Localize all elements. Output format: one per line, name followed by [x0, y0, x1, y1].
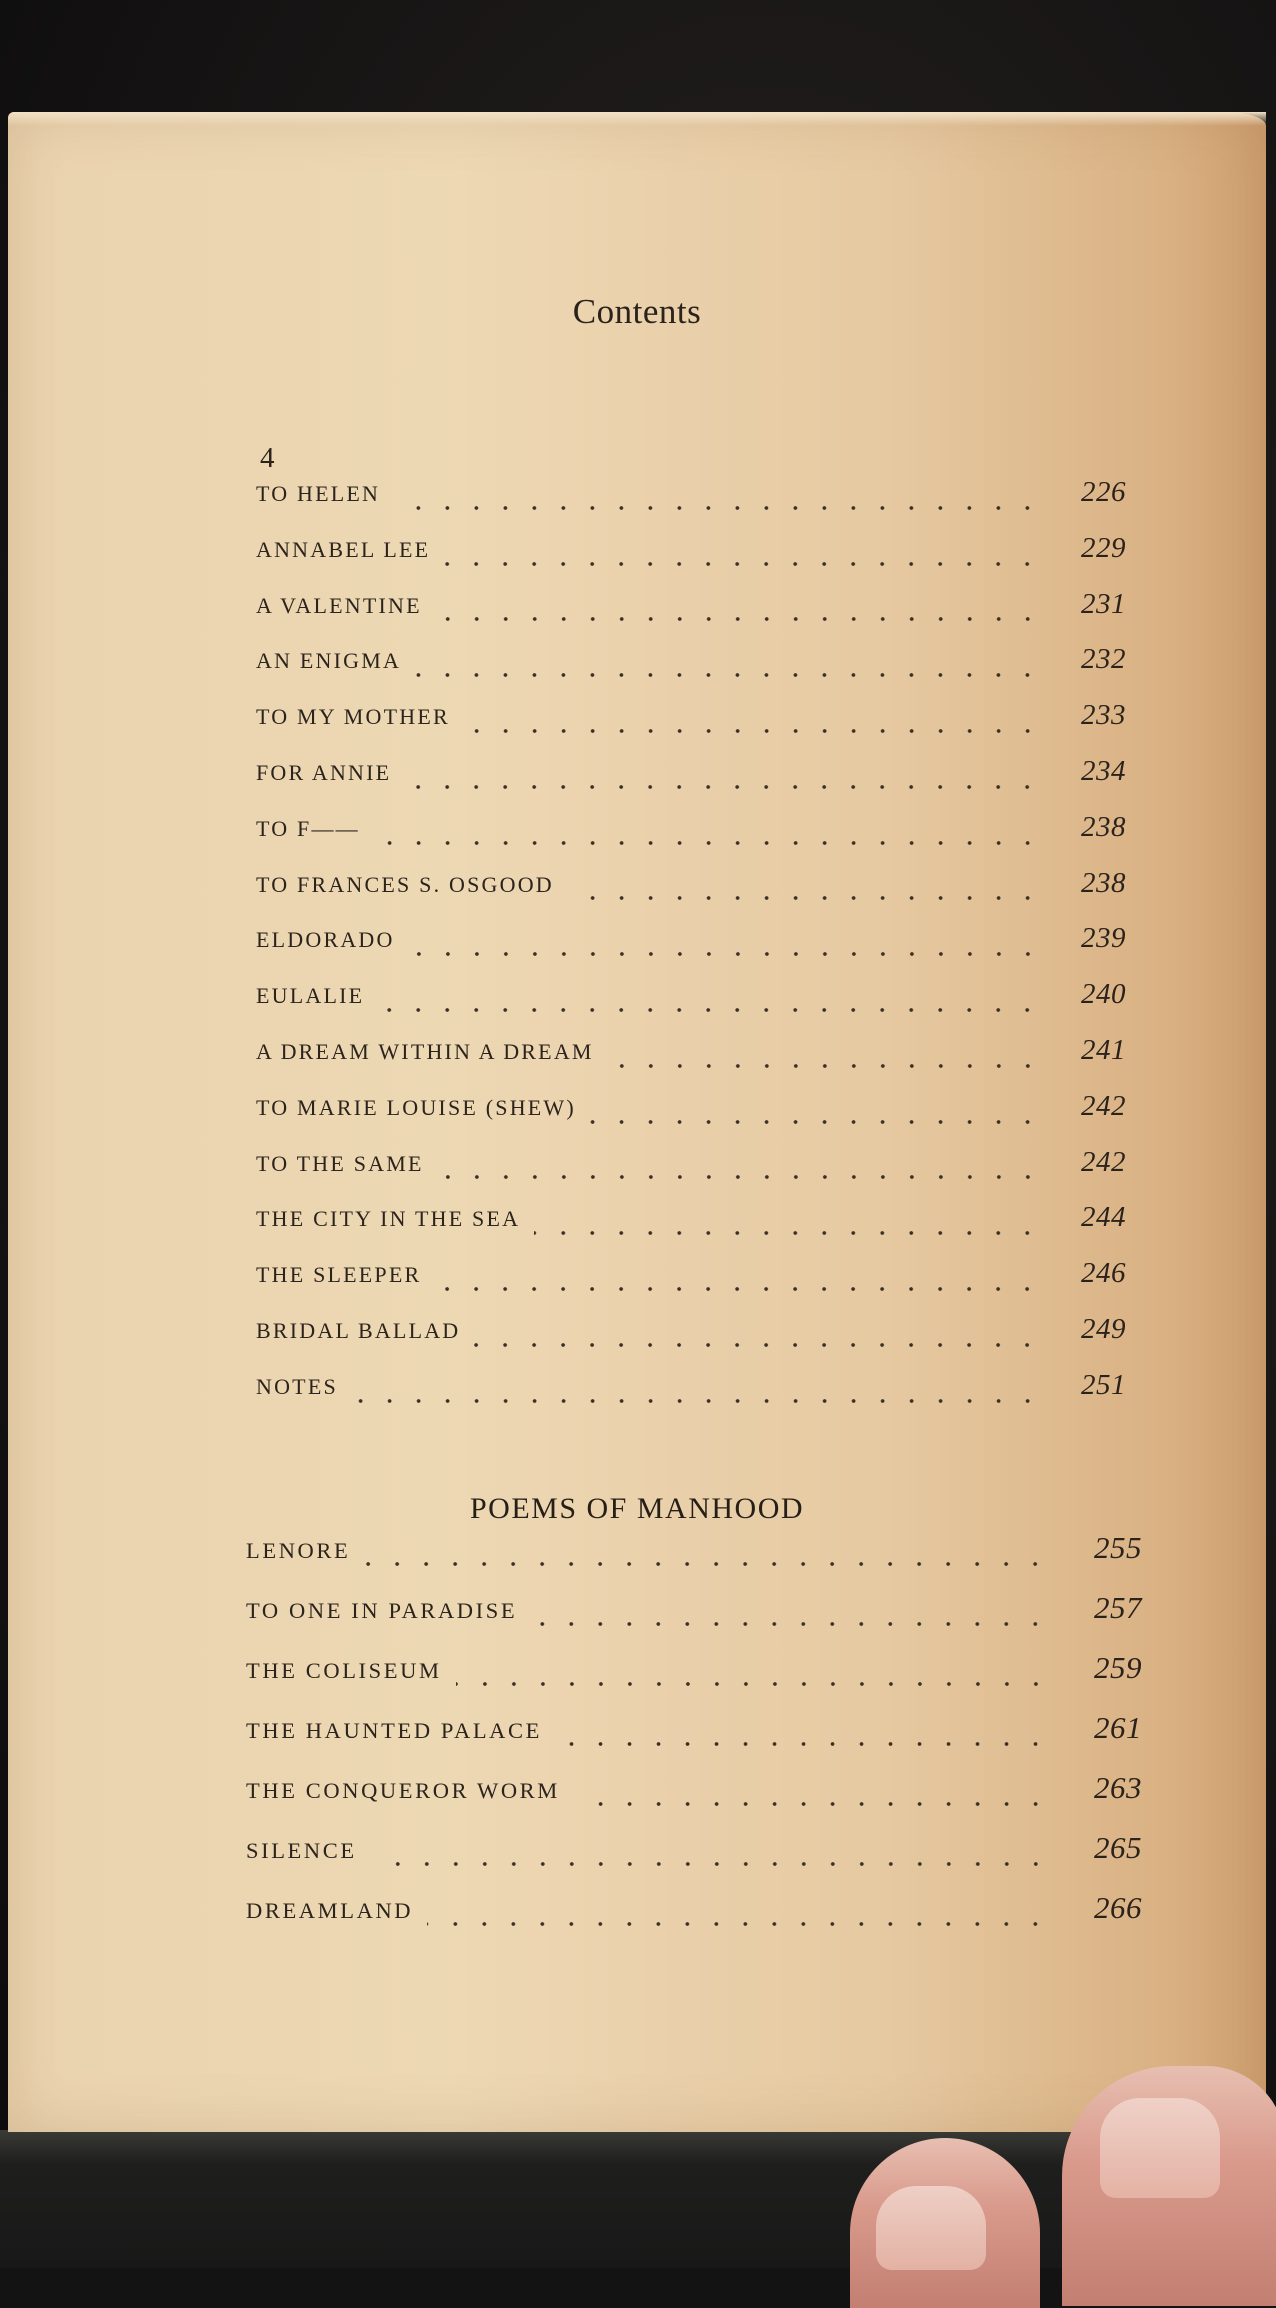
- toc-entry-title: TO FRANCES S. OSGOOD: [256, 871, 554, 897]
- toc-entry-title: ELDORADO: [256, 927, 395, 953]
- toc-entry-page: 241: [1081, 1033, 1126, 1066]
- toc-entry: [246, 1830, 1142, 1890]
- dot-leader: [352, 1398, 1042, 1404]
- toc-entry-page: 265: [1094, 1830, 1142, 1865]
- toc-entry-page: 266: [1094, 1890, 1142, 1925]
- page-number: 4: [260, 442, 275, 474]
- dot-leader: [574, 1801, 1050, 1807]
- toc-entry-title: BRIDAL BALLAD: [256, 1317, 461, 1343]
- dot-leader: [364, 1561, 1050, 1567]
- toc-entry-title: THE CITY IN THE SEA: [256, 1206, 521, 1232]
- toc-entry-title: TO MARIE LOUISE (SHEW): [256, 1094, 576, 1120]
- dot-leader: [556, 1741, 1050, 1747]
- toc-entry-page: 238: [1081, 866, 1126, 899]
- toc-entry-title: THE COLISEUM: [246, 1658, 442, 1683]
- dot-leader: [435, 1286, 1042, 1292]
- dot-leader: [444, 561, 1042, 567]
- toc-entry: [256, 643, 1126, 699]
- toc-entry: [256, 978, 1126, 1034]
- toc-entry: [256, 1369, 1126, 1425]
- toc-list: [256, 476, 1126, 1425]
- toc-entry-title: A DREAM WITHIN A DREAM: [256, 1038, 594, 1064]
- dot-leader: [405, 784, 1042, 790]
- toc-entry-page: 249: [1081, 1312, 1126, 1345]
- dot-leader: [590, 1119, 1042, 1125]
- toc-entry-title: AN ENIGMA: [256, 648, 402, 674]
- toc-entry: [256, 867, 1126, 923]
- toc-entry-title: ANNABEL LEE: [256, 536, 431, 562]
- toc-entry: [256, 1257, 1126, 1313]
- toc-entry-title: LENORE: [246, 1538, 351, 1563]
- toc-entry-page: 242: [1081, 1145, 1126, 1178]
- dot-leader: [474, 1342, 1042, 1348]
- toc-entry-page: 246: [1081, 1257, 1126, 1290]
- dot-leader: [438, 1174, 1042, 1180]
- toc-entry-title: THE SLEEPER: [256, 1262, 422, 1288]
- toc-entry-page: 255: [1094, 1530, 1142, 1565]
- toc-entry-page: 232: [1081, 643, 1126, 676]
- toc-entry-page: 259: [1094, 1650, 1142, 1685]
- toc-entry-title: EULALIE: [256, 983, 365, 1009]
- toc-entry-page: 240: [1081, 978, 1126, 1011]
- page-top-edge: [8, 112, 1266, 126]
- toc-entry-page: 231: [1081, 587, 1126, 620]
- toc-entry: [246, 1890, 1142, 1950]
- toc-entry-title: TO MY MOTHER: [256, 704, 450, 730]
- page-title: Contents: [572, 292, 702, 331]
- toc-entry-title: A VALENTINE: [256, 592, 422, 618]
- dot-leader: [568, 895, 1042, 901]
- dot-leader: [464, 728, 1042, 734]
- toc-entry: [256, 1201, 1126, 1257]
- toc-entry: [256, 811, 1126, 867]
- thumbnail-nail: [876, 2186, 986, 2270]
- dot-leader: [427, 1921, 1050, 1927]
- dot-leader: [394, 505, 1042, 511]
- toc-entry: [256, 1313, 1126, 1369]
- toc-entry-title: NOTES: [256, 1373, 338, 1399]
- dot-leader: [608, 1063, 1042, 1069]
- toc-entry-page: 242: [1081, 1089, 1126, 1122]
- dot-leader: [436, 616, 1042, 622]
- toc-entry-page: 251: [1081, 1368, 1126, 1401]
- toc-entry: [246, 1770, 1142, 1830]
- toc-entry-page: 233: [1081, 699, 1126, 732]
- dot-leader: [534, 1230, 1042, 1236]
- toc-entry: [256, 532, 1126, 588]
- toc-entry-title: TO F——: [256, 815, 360, 841]
- toc-list-manhood: [246, 1530, 1142, 1950]
- dot-leader: [371, 1861, 1050, 1867]
- toc-entry: [246, 1590, 1142, 1650]
- toc-entry: [246, 1710, 1142, 1770]
- toc-entry-page: 244: [1081, 1201, 1126, 1234]
- dot-leader: [409, 951, 1042, 957]
- toc-entry: [256, 476, 1126, 532]
- toc-entry: [256, 922, 1126, 978]
- toc-entry-title: THE HAUNTED PALACE: [246, 1718, 542, 1743]
- toc-entry-title: DREAMLAND: [246, 1898, 414, 1923]
- toc-entry-title: FOR ANNIE: [256, 759, 392, 785]
- toc-entry-title: TO THE SAME: [256, 1150, 424, 1176]
- toc-entry-page: 261: [1094, 1710, 1142, 1745]
- dot-leader: [374, 840, 1042, 846]
- dot-leader: [415, 672, 1042, 678]
- dot-leader: [456, 1681, 1050, 1687]
- toc-entry-page: 234: [1081, 754, 1126, 787]
- toc-entry-page: 226: [1081, 476, 1126, 508]
- toc-entry: [256, 699, 1126, 755]
- toc-entry-title: THE CONQUEROR WORM: [246, 1778, 560, 1803]
- toc-entry: [246, 1650, 1142, 1710]
- toc-entry: [256, 1034, 1126, 1090]
- toc-entry-page: 239: [1081, 922, 1126, 955]
- finger-nail: [1100, 2098, 1220, 2198]
- toc-entry: [256, 1090, 1126, 1146]
- book-page: [8, 112, 1266, 2132]
- dot-leader: [378, 1007, 1042, 1013]
- toc-entry: [256, 1146, 1126, 1202]
- section-heading: POEMS OF MANHOOD: [469, 1492, 805, 1525]
- toc-entry-page: 229: [1081, 531, 1126, 564]
- toc-entry: [256, 588, 1126, 644]
- toc-entry-title: TO ONE IN PARADISE: [246, 1598, 518, 1623]
- dot-leader: [531, 1621, 1050, 1627]
- toc-entry-page: 263: [1094, 1770, 1142, 1805]
- toc-entry-page: 238: [1081, 810, 1126, 843]
- toc-entry: [246, 1530, 1142, 1590]
- toc-entry-page: 257: [1094, 1590, 1142, 1625]
- toc-entry-title: TO HELEN: [256, 481, 381, 506]
- toc-entry-title: SILENCE: [246, 1838, 357, 1863]
- toc-entry: [256, 755, 1126, 811]
